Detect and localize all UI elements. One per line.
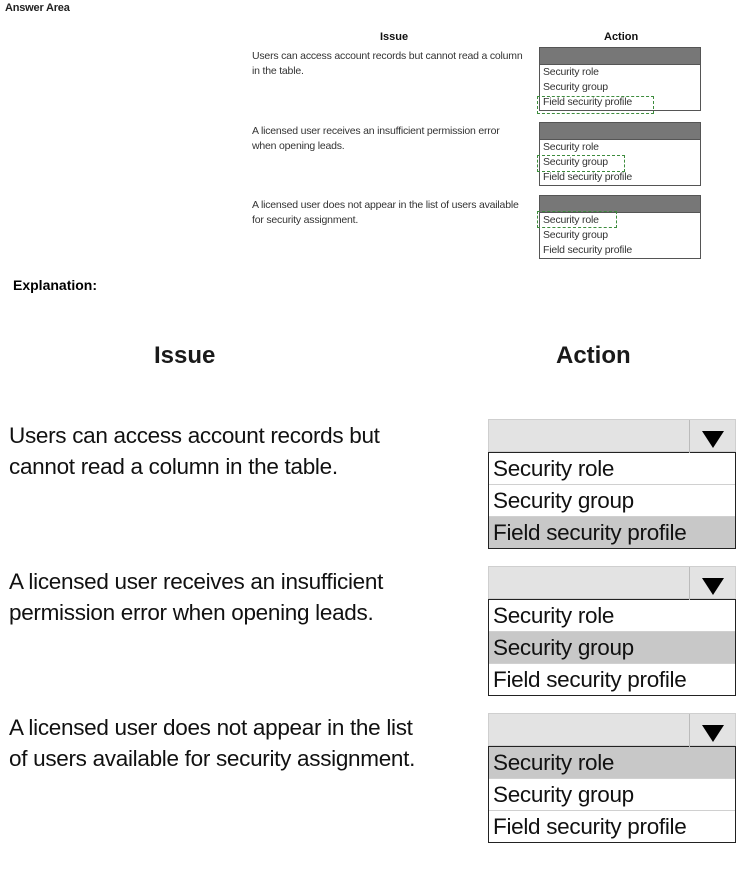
explanation-dropdown-2-option-security-role[interactable]: Security role xyxy=(489,600,735,632)
answer-highlight-2 xyxy=(537,155,625,172)
explanation-dropdown-3-toggle[interactable] xyxy=(689,714,735,747)
triangle-down-icon xyxy=(702,431,724,448)
explanation-issue-3-line-2: of users available for security assignment. xyxy=(9,746,416,771)
explanation-issue-3-line-1: A licensed user does not appear in the list xyxy=(9,715,413,740)
answer-dropdown-2[interactable] xyxy=(539,122,701,186)
explanation-dropdown-3-option-security-group[interactable]: Security group xyxy=(489,779,735,811)
explanation-issue-2-line-1: A licensed user receives an insufficient xyxy=(9,569,384,594)
explanation-dropdown-1-header[interactable] xyxy=(488,419,736,452)
answer-dropdown-2-header[interactable] xyxy=(540,123,700,140)
explanation-dropdown-3-list xyxy=(488,746,736,843)
answer-highlight-1 xyxy=(537,96,654,114)
answer-area-title: Answer Area xyxy=(5,2,70,14)
explanation-issue-1-line-2: cannot read a column in the table. xyxy=(9,454,338,479)
answer-issue-2: A licensed user receives an insufficient permission error when opening leads. xyxy=(252,125,500,152)
explanation-dropdown-2-header[interactable] xyxy=(488,566,736,599)
explanation-label: Explanation: xyxy=(13,277,98,293)
explanation-dropdown-3[interactable] xyxy=(488,713,736,843)
explanation-dropdown-1[interactable] xyxy=(488,419,736,549)
explanation-action-header: Action xyxy=(556,342,631,369)
answer-issue-3: A licensed user does not appear in the list of users available for security assignment. xyxy=(252,199,519,226)
explanation-dropdown-1-toggle[interactable] xyxy=(689,420,735,453)
explanation-dropdown-3-header[interactable] xyxy=(488,713,736,746)
answer-dropdown-1-option-security-role[interactable]: Security role xyxy=(543,66,599,78)
answer-dropdown-2-option-security-role[interactable]: Security role xyxy=(543,141,599,153)
explanation-issue-header: Issue xyxy=(154,342,216,369)
answer-action-header: Action xyxy=(604,31,639,43)
explanation-dropdown-1-option-security-role[interactable]: Security role xyxy=(489,453,735,485)
explanation-dropdown-1-option-security-group[interactable]: Security group xyxy=(489,485,735,517)
answer-issue-1: Users can access account records but cannot read a column in the table. xyxy=(252,50,523,77)
explanation-dropdown-2[interactable] xyxy=(488,566,736,696)
answer-issue-header: Issue xyxy=(380,31,409,43)
explanation-dropdown-1-list xyxy=(488,452,736,549)
explanation-issue-1 xyxy=(9,420,479,482)
explanation-dropdown-1-option-field-security-profile[interactable]: Field security profile xyxy=(489,517,735,548)
explanation-dropdown-3-option-security-role[interactable]: Security role xyxy=(489,747,735,779)
explanation-dropdown-2-list xyxy=(488,599,736,696)
explanation-dropdown-2-option-security-group[interactable]: Security group xyxy=(489,632,735,664)
explanation-dropdown-2-option-field-security-profile[interactable]: Field security profile xyxy=(493,667,687,692)
triangle-down-icon xyxy=(702,578,724,595)
explanation-issue-3 xyxy=(9,712,479,774)
explanation-issue-1-line-1: Users can access account records but xyxy=(9,423,380,448)
explanation-dropdown-2-toggle[interactable] xyxy=(689,567,735,600)
answer-dropdown-1-option-security-group[interactable]: Security group xyxy=(543,81,608,93)
triangle-down-icon xyxy=(702,725,724,742)
answer-dropdown-3-option-field-security-profile[interactable]: Field security profile xyxy=(543,244,632,256)
answer-dropdown-1-option-field-security-profile[interactable]: Field security profile xyxy=(543,96,632,108)
explanation-issue-2 xyxy=(9,566,479,628)
answer-dropdown-2-option-security-group[interactable]: Security group xyxy=(543,156,608,168)
explanation-issue-2-line-2: permission error when opening leads. xyxy=(9,600,374,625)
answer-dropdown-3-option-security-role[interactable]: Security role xyxy=(543,214,599,226)
answer-dropdown-3-option-security-group[interactable]: Security group xyxy=(543,229,608,241)
answer-highlight-3 xyxy=(537,211,617,228)
answer-dropdown-1-header[interactable] xyxy=(540,48,700,65)
answer-dropdown-2-option-field-security-profile[interactable]: Field security profile xyxy=(543,171,632,183)
explanation-dropdown-3-option-field-security-profile[interactable]: Field security profile xyxy=(493,814,687,839)
